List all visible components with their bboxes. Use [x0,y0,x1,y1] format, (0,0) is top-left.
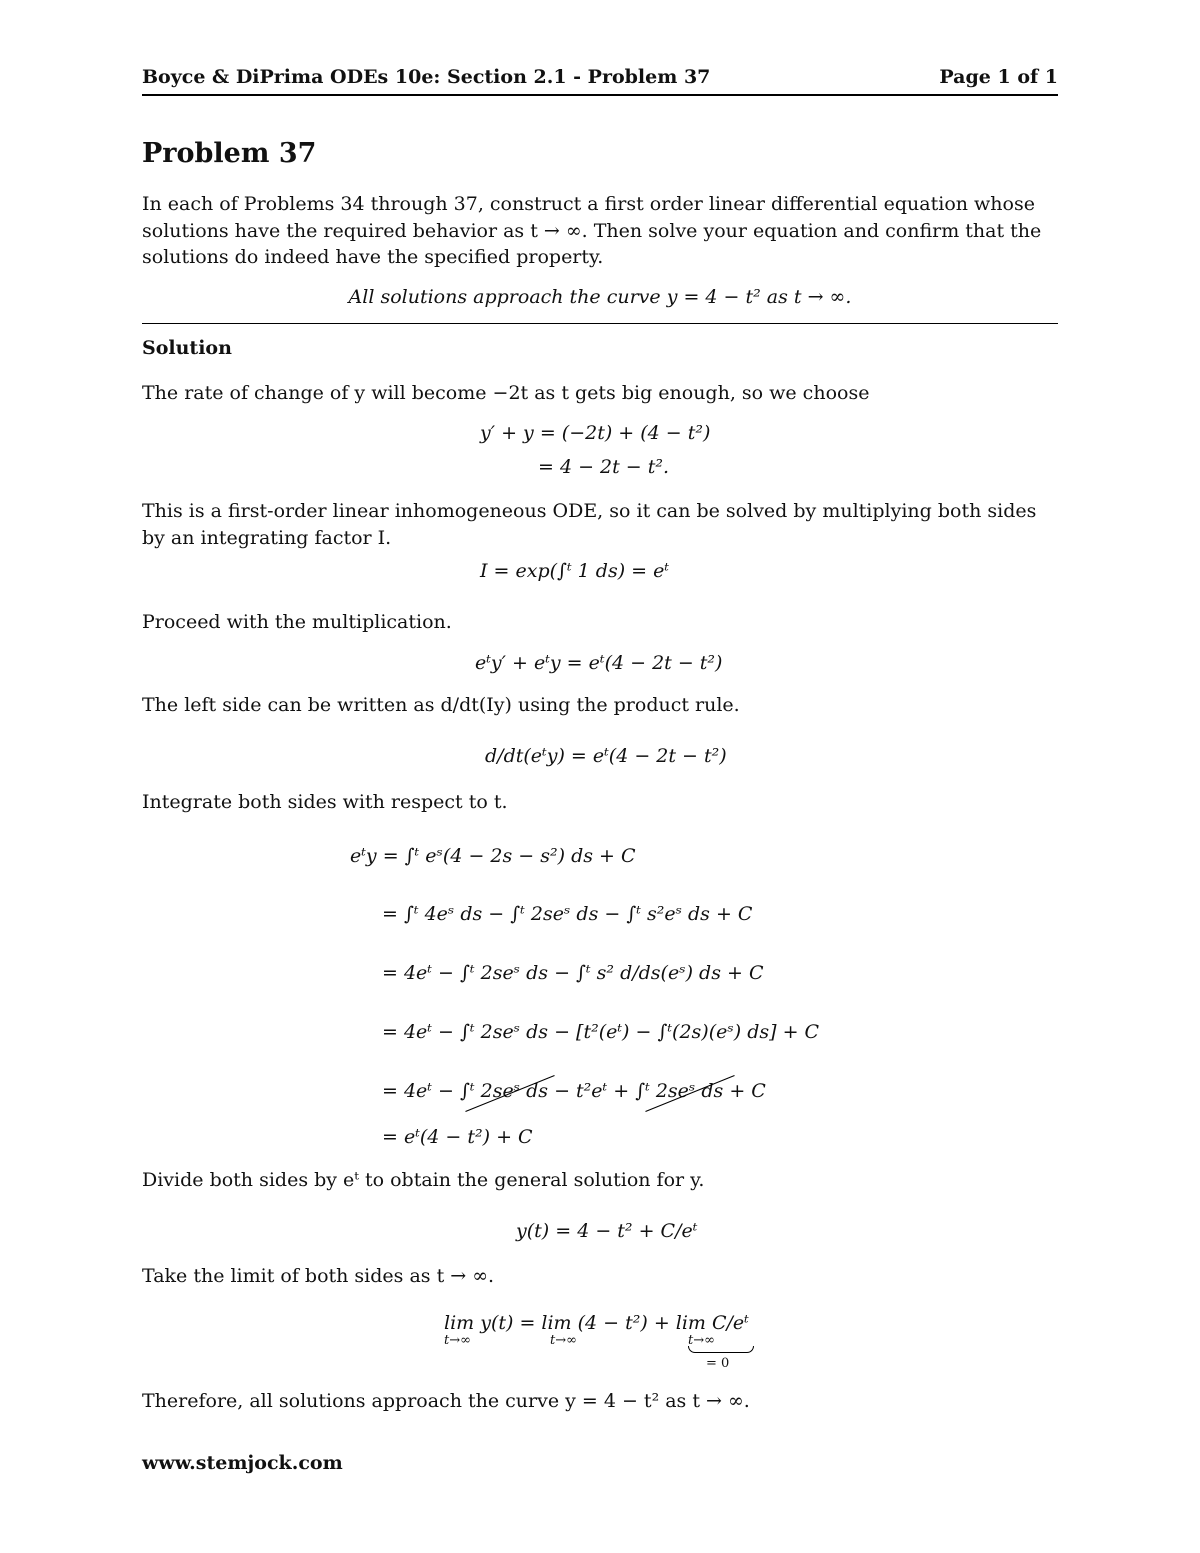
equation-ode-line2: = 4 − 2t − t². [538,456,670,478]
integration-step-6: = eᵗ(4 − t²) + C [382,1126,533,1148]
header-title: Boyce & DiPrima ODEs 10e: Section 2.1 - Problem 37 [142,66,711,88]
paragraph-limit: Take the limit of both sides as t → ∞. [142,1265,495,1287]
integration-step-4: = 4eᵗ − ∫ᵗ 2seˢ ds − [t²(eᵗ) − ∫ᵗ(2s)(eˢ) ds] + C [382,1021,820,1043]
equation-ode-line1: y′ + y = (−2t) + (4 − t²) [480,422,711,444]
problem-text: In each of Problems 34 through 37, construct a first order linear differential equation whose solutions have the required behavior as t → ∞. Then solve your equation and confirm that the solutions do indeed have the specified property. [142,193,1042,268]
limit-subscript-1: t→∞ [444,1333,471,1348]
solution-heading: Solution [142,337,232,359]
page-header [142,66,1058,88]
paragraph-rate-of-change: The rate of change of y will become −2t as t gets big enough, so we choose [142,382,870,404]
underbrace [688,1346,754,1353]
limit-subscript-3: t→∞ [688,1333,715,1348]
integration-step-1: eᵗy = ∫ᵗ eˢ(4 − 2s − s²) ds + C [350,845,636,867]
equation-limit: lim y(t) = lim (4 − t²) + lim C/eᵗ [444,1312,749,1334]
section-rule [142,323,1058,324]
paragraph-divide: Divide both sides by eᵗ to obtain the general solution for y. [142,1169,705,1191]
header-rule [142,94,1058,96]
page-number: Page 1 of 1 [939,66,1058,88]
equation-multiplied: eᵗy′ + eᵗy = eᵗ(4 − 2t − t²) [475,652,723,674]
limit-zero-label: = 0 [706,1356,730,1371]
paragraph-product-rule: The left side can be written as d/dt(Iy) using the product rule. [142,694,740,716]
equation-integrating-factor: I = exp(∫ᵗ 1 ds) = eᵗ [480,560,670,582]
paragraph-multiplication: Proceed with the multiplication. [142,611,452,633]
limit-subscript-2: t→∞ [550,1333,577,1348]
integration-step-3: = 4eᵗ − ∫ᵗ 2seˢ ds − ∫ᵗ s² d/ds(eˢ) ds + C [382,962,764,984]
integration-step-2: = ∫ᵗ 4eˢ ds − ∫ᵗ 2seˢ ds − ∫ᵗ s²eˢ ds + C [382,903,753,925]
problem-statement: All solutions approach the curve y = 4 − t² as t → ∞. [348,286,852,308]
paragraph-conclusion: Therefore, all solutions approach the curve y = 4 − t² as t → ∞. [142,1390,750,1412]
footer-url: www.stemjock.com [142,1452,343,1474]
equation-general-solution: y(t) = 4 − t² + C/eᵗ [516,1220,698,1242]
paragraph-integrate: Integrate both sides with respect to t. [142,791,508,813]
problem-title: Problem 37 [142,138,317,169]
paragraph-integrating-factor: This is a first-order linear inhomogeneous ODE, so it can be solved by multiplying both sides by an integrating factor I. [142,500,1037,549]
equation-product-rule: d/dt(eᵗy) = eᵗ(4 − 2t − t²) [485,745,727,767]
integration-step-5: = 4eᵗ − ∫ᵗ 2seˢ ds − t²eᵗ + ∫ᵗ 2seˢ ds + C [382,1080,766,1102]
